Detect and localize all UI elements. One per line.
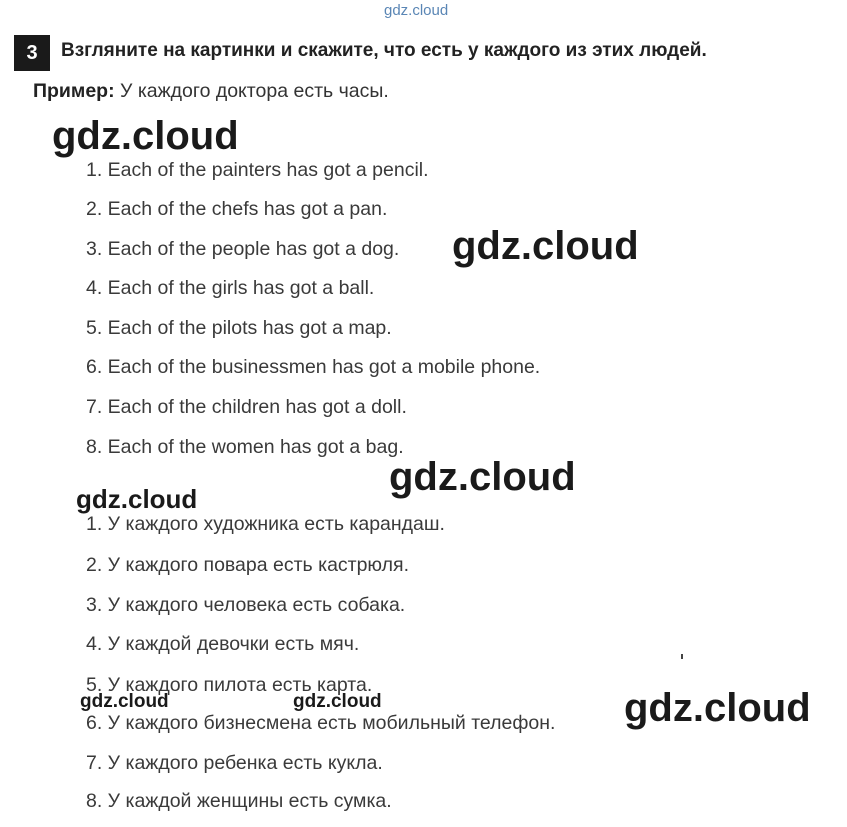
watermark-7: gdz.cloud bbox=[624, 686, 811, 730]
english-answer-2: 2. Each of the chefs has got a pan. bbox=[86, 198, 388, 220]
example-text: У каждого доктора есть часы. bbox=[114, 80, 389, 102]
task-number-badge: 3 bbox=[14, 35, 50, 71]
watermark-2: gdz.cloud bbox=[452, 224, 639, 268]
russian-translation-8: 8. У каждой женщины есть сумка. bbox=[86, 790, 392, 812]
russian-translation-4: 4. У каждой девочки есть мяч. bbox=[86, 633, 360, 655]
example-line bbox=[33, 80, 389, 103]
watermark-6: gdz.cloud bbox=[293, 691, 382, 712]
header-watermark: gdz.cloud bbox=[384, 2, 449, 19]
example-label: Пример: bbox=[33, 80, 115, 102]
task-title: Взгляните на картинки и скажите, что есть у каждого из этих людей. bbox=[61, 40, 707, 61]
scan-speck bbox=[681, 654, 683, 659]
english-answer-8: 8. Each of the women has got a bag. bbox=[86, 436, 404, 458]
watermark-3: gdz.cloud bbox=[389, 455, 576, 499]
russian-translation-1: 1. У каждого художника есть карандаш. bbox=[86, 513, 445, 535]
russian-translation-5: 5. У каждого пилота есть карта. bbox=[86, 674, 373, 696]
english-answer-4: 4. Each of the girls has got a ball. bbox=[86, 277, 375, 299]
russian-translation-3: 3. У каждого человека есть собака. bbox=[86, 594, 406, 616]
watermark-1: gdz.cloud bbox=[52, 114, 239, 158]
english-answer-7: 7. Each of the children has got a doll. bbox=[86, 396, 407, 418]
english-answer-5: 5. Each of the pilots has got a map. bbox=[86, 317, 392, 339]
english-answer-6: 6. Each of the businessmen has got a mobile phone. bbox=[86, 356, 541, 378]
watermark-5: gdz.cloud bbox=[80, 691, 169, 712]
english-answer-3: 3. Each of the people has got a dog. bbox=[86, 238, 400, 260]
russian-translation-6: 6. У каждого бизнесмена есть мобильный телефон. bbox=[86, 712, 556, 734]
english-answer-1: 1. Each of the painters has got a pencil. bbox=[86, 159, 429, 181]
watermark-4: gdz.cloud bbox=[76, 484, 198, 514]
russian-translation-7: 7. У каждого ребенка есть кукла. bbox=[86, 752, 383, 774]
russian-translation-2: 2. У каждого повара есть кастрюля. bbox=[86, 554, 409, 576]
